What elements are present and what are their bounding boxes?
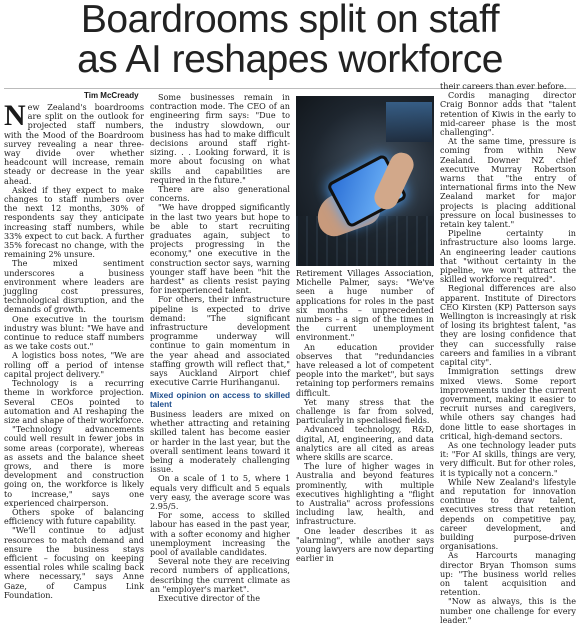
paragraph: As one technology leader puts it: "For AI skills, things are very, very difficult. But for other roles, it is typically not a concern.": [440, 439, 576, 478]
paragraph: On a scale of 1 to 5, where 1 equals very difficult and 5 equals very easy, the average score was 2.95/5.: [150, 473, 290, 511]
paragraph: One executive in the tourism industry was blunt: "We have and continue to reduce staff numbers as we take costs out.": [4, 313, 144, 352]
paragraph: New Zealand's boardrooms are split on the outlook for projected staff numbers, with the Mood of the Boardroom survey revealing a near three-way divide over whether headcount will increase, remain steady or decrease in the year ahead.: [4, 99, 144, 186]
column-1: [4, 99, 144, 600]
paragraph: For others, their infrastructure pipeline is expected to drive demand: "The significant infrastructure development programme underway will continue to gain momentum in the year ahead and associated staffing growth will reflect that," says Auckland Airport chief executive Carrie Hurihanganui.: [150, 294, 290, 388]
byline: Tim McCready: [84, 91, 139, 100]
paragraph: Cordis managing director Craig Bonnor adds that "talent retention of Kiwis in the early to mid-career phase is the most challenging".: [440, 90, 576, 138]
column-4: [440, 82, 576, 625]
headline-line-2: as AI reshapes workforce: [77, 38, 503, 81]
paragraph: Retirement Villages Association, Michelle Palmer, says: "We've seen a huge number of applications for roles in the past six months – unprecedented numbers – a sign of the times in the current unemployment environment.": [296, 268, 434, 343]
paragraph: At the same time, pressure is coming from within New Zealand. Downer NZ chief executive Murray Robertson warns that "the entry of international firms into the New Zealand market for major projects is placing additional pressure on local businesses to retain key talent.": [440, 136, 576, 230]
paragraph: For some, access to skilled labour has eased in the past year, with a softer economy and higher unemployment increasing the pool of available candidates.: [150, 510, 290, 557]
paragraph: Immigration settings drew mixed views. Some report improvements under the current government, making it easier to recruit nurses and caregivers, while others say changes had done little to ease shortages in critical, high-demand sectors.: [440, 366, 576, 441]
paragraph: The mixed sentiment underscores a business environment where leaders are juggling cost pressures, technological disruption, and the demands of growth.: [4, 258, 144, 315]
paragraph: Executive director of the: [158, 592, 261, 603]
paragraph: Technology is a recurring theme in workforce projection. Several CEOs pointed to automation and AI reshaping the size and shape of their workforce.: [4, 378, 144, 425]
column-2: [150, 93, 290, 603]
headline: [0, 0, 580, 80]
paragraph: Regional differences are also apparent. Institute of Directors CEO Kirsten (KP) Patterson says Wellington is increasingly at risk of losing its brightest talent, "as they are losing confidence that they can successfully raise careers and families in a vibrant capital city".: [440, 283, 576, 368]
headline-line-1: Boardrooms split on staff: [80, 0, 500, 41]
paragraph: An education provider observes that "redundancies have released a lot of competent people into the market", but says retaining top performers remains difficult.: [296, 341, 434, 398]
monitor-graphic: [386, 102, 432, 142]
paragraph: Business leaders are mixed on whether attracting and retaining skilled talent has become easier or harder in the last year, but the overall sentiment leans toward it being a moderately challenging issue.: [150, 408, 290, 475]
paragraph: "Technology advancements could well result in fewer jobs in some areas (corporate), whereas as assets and the balance sheet grows, and there is more development and construction going on, the workforce is likely to increase," says one experienced chairperson.: [4, 424, 144, 508]
column-3: [296, 269, 434, 564]
drop-cap: N: [4, 99, 26, 132]
paragraph: As Harcourts managing director Bryan Thomson sums up: "The business world relies on talent acquisition and retention.: [440, 550, 576, 598]
paragraph: "We'll continue to adjust resources to match demand and ensure the business stays efficient – focusing on keeping essential roles while scaling back where necessary," says Anne Gaze, of Campus Link Foundation.: [4, 525, 144, 600]
paragraph: Pipeline certainty in infrastructure also looms large. An engineering leader cautions that "without certainty in the pipeline, we won't attract the skilled workforce required".: [440, 228, 576, 285]
article-photo: [296, 96, 434, 266]
subhead: Mixed opinion on access to skilled talent: [150, 390, 290, 409]
paragraph: Others spoke of balancing efficiency with future capability.: [4, 506, 144, 527]
paragraph: Several note they are receiving record numbers of applications, describing the current climate as an "employer's market".: [150, 556, 290, 594]
paragraph: One leader describes it as "alarming", while another says young lawyers are now departing earlier in: [296, 525, 434, 564]
paragraph: Some businesses remain in contraction mode. The CEO of an engineering firm says: "Due to the industry slowdown, our business has had to make difficult decisions around staff right-sizing. . . Looking forward, it is more about focusing on what skills and capabilities are required in the future.": [150, 92, 290, 185]
paragraph: Advanced technology, R&D, digital, AI, engineering, and data analytics are all cited as areas where skills are scarce.: [296, 424, 434, 463]
paragraph: Yet many stress that the challenge is far from solved, particularly in specialised fields.: [296, 396, 434, 426]
paragraph: While New Zealand's lifestyle and reputation for innovation continue to draw talent, executives stress that retention depends on competitive pay, career development, and building purpose-driven organisations.: [440, 476, 576, 552]
paragraph: There are also generational concerns.: [150, 184, 290, 204]
paragraph: The lure of higher wages in Australia and beyond features prominently, with multiple executives highlighting a "flight to Australia" across professions including law, health, and infrastructure.: [296, 461, 434, 527]
paragraph: Asked if they expect to make changes to staff numbers over the next 12 months, 30% of respondents say they anticipate increasing staff numbers, while 33% expect to cut back. A further 35% forecast no change, with the remaining 2% unsure.: [4, 184, 144, 260]
paragraph: "We have dropped significantly in the last two years but hope to be able to start recruiting graduates again, subject to projects progressing in the economy," one executive in the construction sector says, warning younger staff have been "hit the hardest" as clients resist paying for inexperienced talent.: [150, 202, 290, 296]
paragraph: their careers than ever before.: [440, 81, 567, 91]
paragraph: A logistics boss notes, "We are rolling off a period of intense capital project delivery.": [4, 350, 144, 379]
paragraph: "Now as always, this is the number one challenge for every leader.": [440, 596, 576, 625]
